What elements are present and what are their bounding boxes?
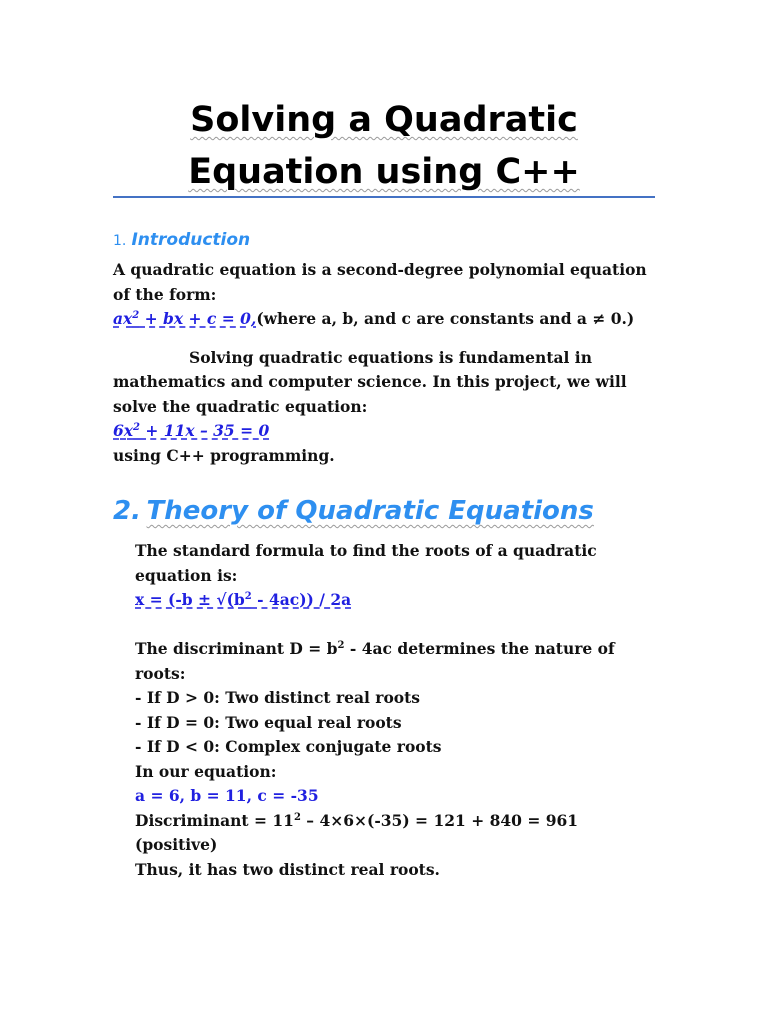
conclusion-line: Thus, it has two distinct real roots. — [135, 859, 440, 879]
general-equation-line — [113, 307, 658, 332]
title-line-1: Solving a Quadratic — [190, 100, 578, 140]
quadratic-formula: $x = (-b \pm √(b^2 - 4ac)) / 2a$ — [135, 590, 352, 609]
section-1-number: 1. — [113, 233, 127, 249]
quadratic-formula-line — [135, 588, 655, 613]
section-2-body — [135, 539, 655, 882]
case-zero: - If D = 0: Two equal real roots — [135, 712, 402, 732]
section-1-heading — [113, 230, 250, 250]
general-equation: $ax^2$ + bx + c = 0, — [113, 309, 257, 328]
section-2-number: 2. — [113, 496, 141, 526]
title-line-2: Equation using C++ — [188, 152, 580, 192]
coefficients-line: a = 6, b = 11, c = -35 — [135, 786, 319, 805]
using-cpp-line: using C++ programming. — [113, 445, 335, 465]
specific-equation: $6x^2 + 11x - 35 = 0$ — [113, 421, 270, 440]
document-title — [0, 94, 768, 198]
section-1-body — [113, 258, 658, 468]
discriminant-calculation: Discriminant = $11^2 - 4\times 6\times(-35) = 121 + 840 = 961$ (positive) — [135, 810, 579, 854]
motivation-paragraph: Solving quadratic equations is fundamental in mathematics and computer science. In this project, we will solve the quadratic equation: — [113, 347, 627, 416]
general-equation-note: (where a, b, and c are constants and a ≠ 0.) — [256, 309, 635, 328]
section-2-title: Theory of Quadratic Equations — [146, 496, 594, 526]
section-1-title: Introduction — [131, 230, 251, 250]
formula-intro: The standard formula to find the roots of a quadratic equation is: — [135, 541, 597, 585]
specific-equation-line — [113, 419, 658, 444]
title-divider — [113, 196, 655, 198]
discriminant-intro: The discriminant $D = b^2 - 4ac$ determines the nature of roots: — [135, 639, 615, 683]
intro-paragraph: A quadratic equation is a second-degree polynomial equation of the form: — [113, 260, 647, 304]
case-negative: - If D < 0: Complex conjugate roots — [135, 737, 442, 756]
section-2-heading — [113, 496, 594, 526]
case-positive: - If D > 0: Two distinct real roots — [135, 688, 421, 707]
in-our-equation: In our equation: — [135, 761, 277, 781]
